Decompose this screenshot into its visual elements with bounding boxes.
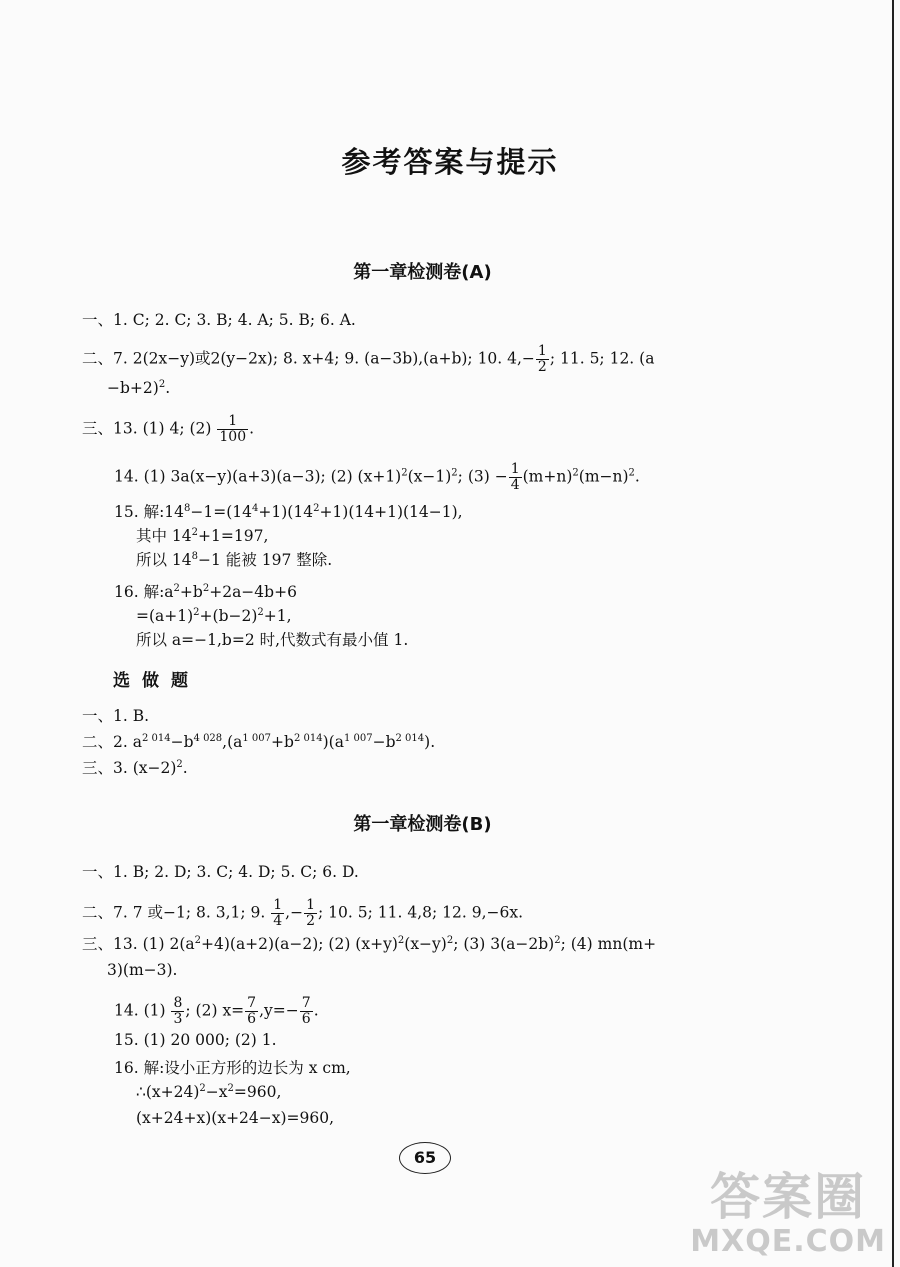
section-a-q15-line1: 15. 解$:14^8-1=(14^4+1)(14^2+1)(14+1)(14-1)$, bbox=[114, 503, 463, 521]
page-title: 参考答案与提示 bbox=[341, 145, 559, 179]
section-a-q16-line3: 所以 a=−1,b=2 时,代数式有最小值 1. bbox=[136, 631, 409, 649]
section-b-q16-line3: (x+24+x)(x+24−x)=960, bbox=[136, 1109, 335, 1127]
optional-q2: 二、2. $a^{2 014}-b^{4 028},(a^{1 007}+b^{2 014})(a^{1 007}-b^{2 014})$. bbox=[82, 733, 436, 751]
section-a-q16-line2: $=(a+1)^2+(b-2)^2+1$, bbox=[136, 607, 292, 625]
section-a-q1: 一、1. C; 2. C; 3. B; 4. A; 5. B; 6. A. bbox=[82, 311, 356, 329]
section-b-q15: 15. (1) 20 000; (2) 1. bbox=[114, 1031, 277, 1049]
section-a-q15-line2: 其中 $14^2+1=197$, bbox=[136, 527, 269, 545]
section-b-q16-line1: 16. 解:设小正方形的边长为 x cm, bbox=[114, 1059, 351, 1077]
watermark-url: MXQE.COM bbox=[690, 1224, 886, 1259]
section-b-q14: 14. (1) $\frac{8}{3}$ ; (2) x= $\frac{7}{6}$ ,y=− $\frac{7}{6}$ . bbox=[114, 995, 319, 1027]
optional-q3: 三、3. $(x-2)^2$. bbox=[82, 759, 188, 777]
section-a-title: 第一章检测卷(A) bbox=[353, 262, 492, 283]
section-b-q1: 一、1. B; 2. D; 3. C; 4. D; 5. C; 6. D. bbox=[82, 863, 359, 881]
fraction: $\frac{7}{6}$ bbox=[247, 995, 257, 1027]
page-number: 65 bbox=[399, 1142, 451, 1174]
fraction: $\frac{1}{4}$ bbox=[510, 461, 520, 493]
section-a-q2-continued: −b+2)$^2$. bbox=[107, 379, 171, 397]
fraction: $\frac{7}{6}$ bbox=[301, 995, 311, 1027]
optional-title: 选做题 bbox=[113, 671, 200, 691]
section-b-q16-line2: $\therefore(x+24)^2-x^2=960$, bbox=[136, 1083, 282, 1101]
section-a-q13: 三、13. (1) 4; (2) $\frac{1}{100}$ . bbox=[82, 413, 255, 445]
fraction: $\frac{1}{2}$ bbox=[537, 343, 547, 375]
section-a-q16-line1: 16. 解$:a^2+b^2+2a-4b+6$ bbox=[114, 583, 297, 601]
section-a-q15-line3: 所以 $14^8-1$ 能被 197 整除. bbox=[136, 551, 333, 569]
section-b-q13-continued: 3)(m−3). bbox=[107, 961, 178, 979]
section-a-q2: 二、7. 2(2x−y)或2(y−2x); 8. x+4; 9. (a−3b),(a+b); 10. 4,− $\frac{1}{2}$ ; 11. 5; 12. (a bbox=[82, 343, 655, 375]
section-b-q13: 三、13. (1) $2(a^2+4)(a+2)(a-2)$; (2) $(x+y)^2(x-y)^2$; (3) $3(a-2b)^2$; (4) mn(m+ bbox=[82, 935, 657, 953]
section-b-q2: 二、7. 7 或−1; 8. 3,1; 9. $\frac{1}{4}$ ,− $\frac{1}{2}$ ; 10. 5; 11. 4,8; 12. 9,−6x. bbox=[82, 897, 524, 929]
fraction: $\frac{8}{3}$ bbox=[173, 995, 183, 1027]
watermark-logo bbox=[690, 1169, 886, 1259]
fraction: $\frac{1}{4}$ bbox=[273, 897, 283, 929]
fraction: $\frac{1}{2}$ bbox=[306, 897, 316, 929]
section-b-title: 第一章检测卷(B) bbox=[353, 814, 492, 835]
optional-q1: 一、1. B. bbox=[82, 707, 150, 725]
fraction: $\frac{1}{100}$ bbox=[219, 413, 247, 445]
section-a-q14: 14. (1) 3a(x−y)(a+3)(a−3); (2) $(x+1)^2(x-1)^2$; (3) − $\frac{1}{4}$ $(m+n)^2(m-n)^2$. bbox=[114, 461, 640, 493]
watermark-text: 答案圈 bbox=[710, 1168, 867, 1226]
page-edge-line bbox=[892, 0, 894, 1267]
